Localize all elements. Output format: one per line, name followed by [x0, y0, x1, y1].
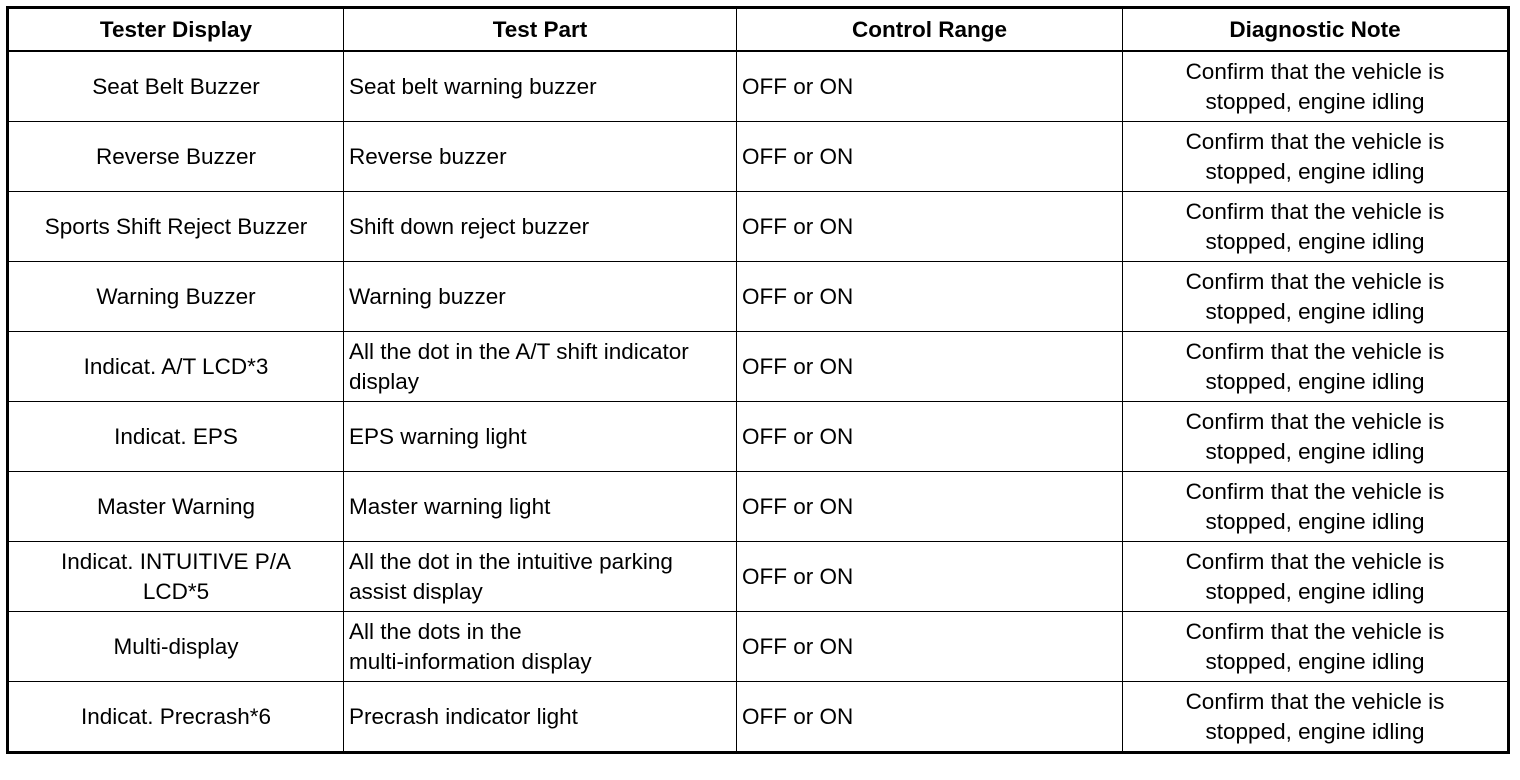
diagnostic-note-cell-line: Confirm that the vehicle is: [1185, 58, 1445, 84]
column-header-control-range: Control Range: [737, 8, 1123, 52]
tester-display-cell: [8, 332, 344, 402]
diagnostic-note-cell-line: stopped, engine idling: [1205, 508, 1425, 534]
test-part-cell-line: display: [349, 368, 420, 394]
tester-display-cell-line: LCD*5: [142, 578, 210, 604]
control-range-cell: OFF or ON: [737, 262, 1123, 332]
test-part-cell-line: All the dots in the: [349, 618, 522, 644]
table-row: [8, 51, 1509, 122]
tester-display-cell: [8, 472, 344, 542]
diagnostic-note-cell: [1123, 612, 1509, 682]
tester-display-cell: [8, 262, 344, 332]
table-row: [8, 472, 1509, 542]
active-test-table: [6, 6, 1510, 754]
diagnostic-note-cell: [1123, 402, 1509, 472]
diagnostic-note-cell-line: Confirm that the vehicle is: [1185, 688, 1445, 714]
tester-display-cell-line: Reverse Buzzer: [95, 143, 257, 169]
test-part-cell-line: All the dot in the intuitive parking: [349, 548, 673, 574]
tester-display-cell: [8, 542, 344, 612]
table-row: [8, 612, 1509, 682]
diagnostic-note-cell-line: Confirm that the vehicle is: [1185, 408, 1445, 434]
diagnostic-note-cell-line: Confirm that the vehicle is: [1185, 268, 1445, 294]
tester-display-cell: [8, 51, 344, 122]
table-row: [8, 542, 1509, 612]
diagnostic-note-cell-line: stopped, engine idling: [1205, 298, 1425, 324]
test-part-cell-line: All the dot in the A/T shift indicator: [349, 338, 689, 364]
tester-display-cell: [8, 612, 344, 682]
control-range-cell: OFF or ON: [737, 612, 1123, 682]
diagnostic-note-cell-line: stopped, engine idling: [1205, 368, 1425, 394]
tester-display-cell: [8, 122, 344, 192]
tester-display-cell-line: Sports Shift Reject Buzzer: [44, 213, 308, 239]
test-part-cell-line: Shift down reject buzzer: [349, 213, 590, 239]
diagnostic-note-cell-line: stopped, engine idling: [1205, 648, 1425, 674]
diagnostic-note-cell: [1123, 122, 1509, 192]
tester-display-cell-line: Seat Belt Buzzer: [92, 73, 260, 99]
diagnostic-note-cell: [1123, 262, 1509, 332]
control-range-cell: OFF or ON: [737, 122, 1123, 192]
diagnostic-note-cell: [1123, 51, 1509, 122]
test-part-cell: [344, 332, 737, 402]
test-part-cell-line: Precrash indicator light: [349, 703, 578, 729]
diagnostic-note-cell-line: Confirm that the vehicle is: [1185, 618, 1445, 644]
test-part-cell-line: EPS warning light: [349, 423, 527, 449]
tester-display-cell-line: Multi-display: [113, 633, 239, 659]
table-row: [8, 682, 1509, 753]
column-header-test-part: Test Part: [344, 8, 737, 52]
diagnostic-note-cell-line: Confirm that the vehicle is: [1185, 198, 1445, 224]
tester-display-cell-line: Indicat. Precrash*6: [80, 703, 272, 729]
column-header-diagnostic-note: Diagnostic Note: [1123, 8, 1509, 52]
diagnostic-note-cell-line: Confirm that the vehicle is: [1185, 548, 1445, 574]
control-range-cell: OFF or ON: [737, 472, 1123, 542]
tester-display-cell: [8, 192, 344, 262]
test-part-cell: [344, 262, 737, 332]
test-part-cell-line: assist display: [349, 578, 483, 604]
table-row: [8, 402, 1509, 472]
test-part-cell: [344, 192, 737, 262]
test-part-cell-line: Seat belt warning buzzer: [349, 73, 597, 99]
test-part-cell: [344, 472, 737, 542]
control-range-cell: OFF or ON: [737, 51, 1123, 122]
control-range-cell: OFF or ON: [737, 192, 1123, 262]
test-part-cell-line: multi-information display: [349, 648, 592, 674]
tester-display-cell: [8, 682, 344, 753]
diagnostic-note-cell-line: stopped, engine idling: [1205, 88, 1425, 114]
control-range-cell: OFF or ON: [737, 682, 1123, 753]
test-part-cell-line: Warning buzzer: [349, 283, 506, 309]
diagnostic-note-cell-line: Confirm that the vehicle is: [1185, 128, 1445, 154]
table-body: [8, 51, 1509, 753]
diagnostic-note-cell-line: stopped, engine idling: [1205, 228, 1425, 254]
table-row: [8, 192, 1509, 262]
diagnostic-note-cell: [1123, 682, 1509, 753]
table-row: [8, 122, 1509, 192]
tester-display-cell-line: Indicat. A/T LCD*3: [83, 353, 269, 379]
diagnostic-note-cell-line: stopped, engine idling: [1205, 158, 1425, 184]
header-row: [8, 8, 1509, 52]
diagnostic-note-cell-line: stopped, engine idling: [1205, 438, 1425, 464]
diagnostic-note-cell-line: Confirm that the vehicle is: [1185, 338, 1445, 364]
test-part-cell: [344, 612, 737, 682]
table-row: [8, 332, 1509, 402]
diagnostic-note-cell: [1123, 472, 1509, 542]
diagnostic-note-cell-line: Confirm that the vehicle is: [1185, 478, 1445, 504]
table-row: [8, 262, 1509, 332]
test-part-cell: [344, 122, 737, 192]
test-part-cell: [344, 51, 737, 122]
diagnostic-note-cell-line: stopped, engine idling: [1205, 578, 1425, 604]
tester-display-cell-line: Warning Buzzer: [96, 283, 256, 309]
tester-display-cell-line: Master Warning: [97, 493, 255, 519]
test-part-cell-line: Master warning light: [349, 493, 551, 519]
control-range-cell: OFF or ON: [737, 332, 1123, 402]
diagnostic-note-cell: [1123, 192, 1509, 262]
test-part-cell: [344, 542, 737, 612]
column-header-tester-display: Tester Display: [8, 8, 344, 52]
diagnostic-note-cell: [1123, 542, 1509, 612]
diagnostic-note-cell: [1123, 332, 1509, 402]
tester-display-cell-line: Indicat. INTUITIVE P/A: [60, 548, 292, 574]
control-range-cell: OFF or ON: [737, 402, 1123, 472]
test-part-cell: [344, 402, 737, 472]
test-part-cell-line: Reverse buzzer: [349, 143, 507, 169]
tester-display-cell: [8, 402, 344, 472]
tester-display-cell-line: Indicat. EPS: [114, 423, 238, 449]
control-range-cell: OFF or ON: [737, 542, 1123, 612]
diagnostic-note-cell-line: stopped, engine idling: [1205, 718, 1425, 744]
test-part-cell: [344, 682, 737, 753]
